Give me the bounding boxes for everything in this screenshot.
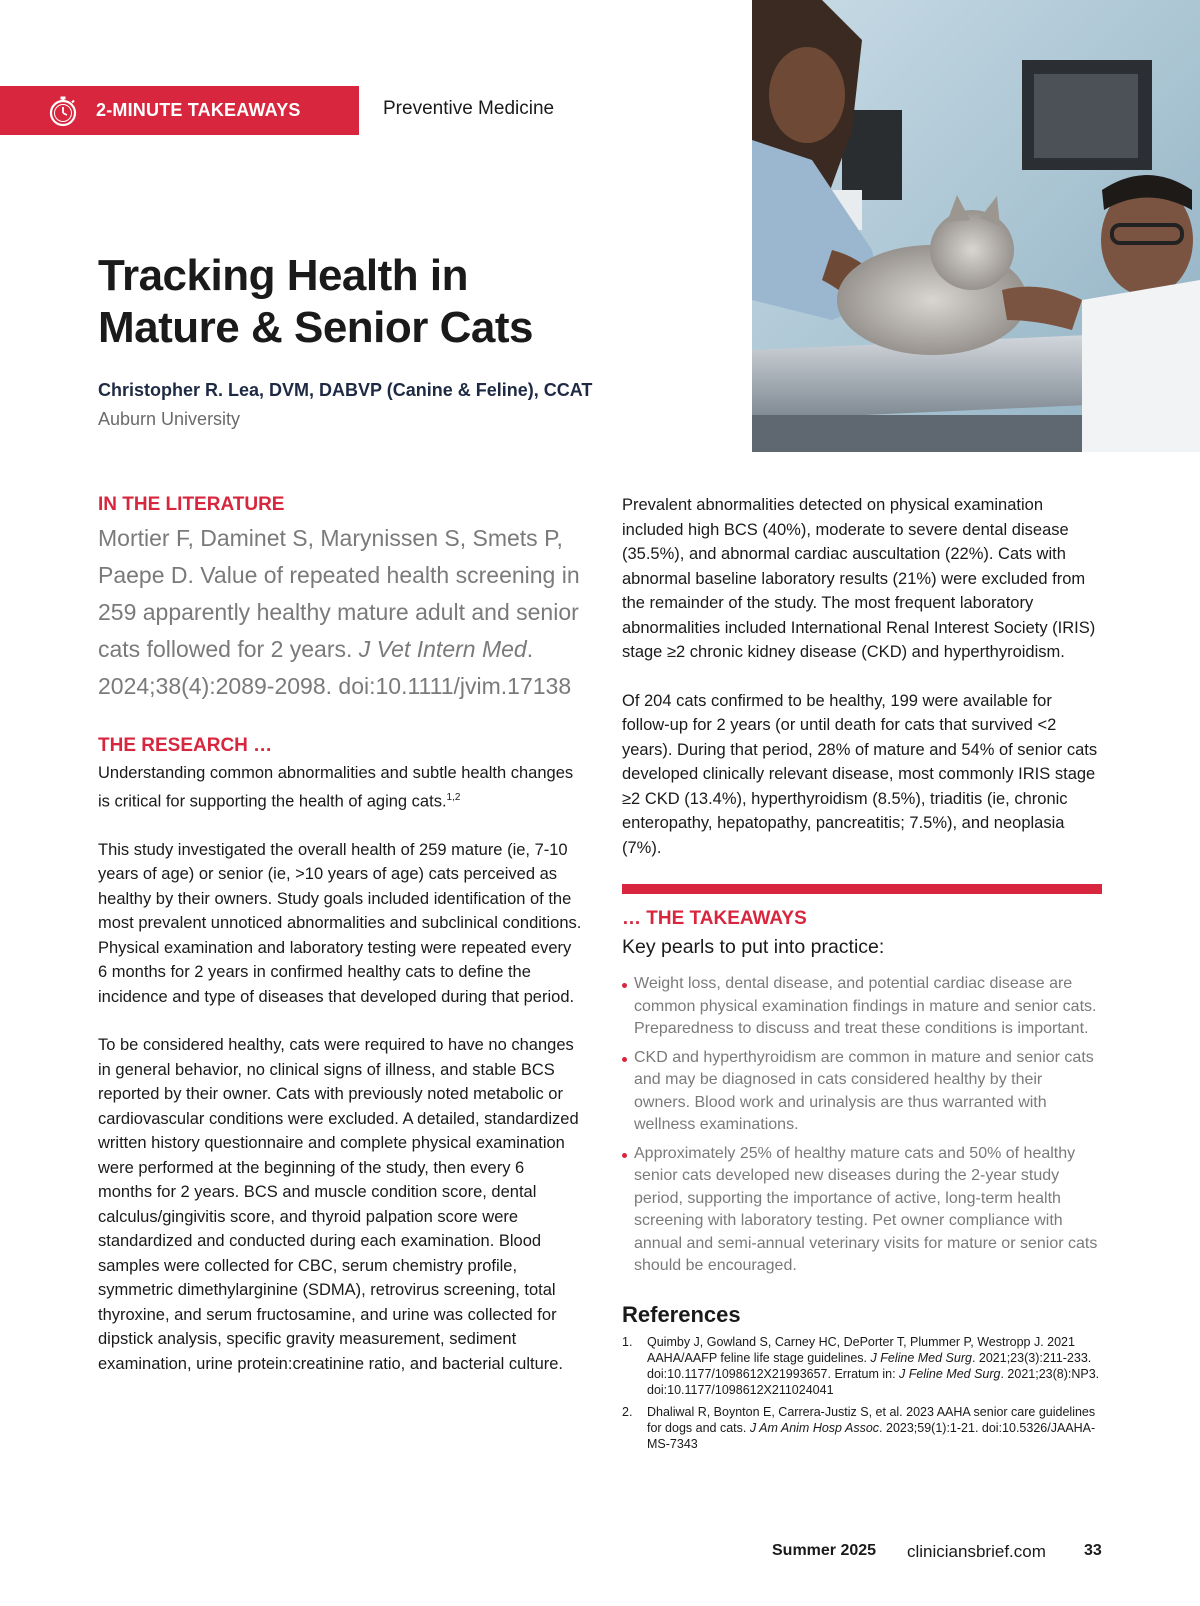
literature-heading: IN THE LITERATURE: [98, 494, 285, 515]
reference-journal: J Feline Med Surg: [899, 1366, 1001, 1381]
list-item: Approximately 25% of healthy mature cats and 50% of healthy senior cats developed new diseases during the 2-year study period, supporting the importance of active, long-term health screening with laboratory testing. Pet owner compliance with annual and semi-annual veterinary visits for mature or senior cats should be encouraged.: [622, 1143, 1102, 1278]
hero-photo: [752, 0, 1200, 452]
research-heading: THE RESEARCH …: [98, 735, 273, 756]
reference-text: . 2023;59(1):1-21. doi:10.5326/JAAHA-MS-7343: [647, 1420, 1096, 1451]
takeaways-banner: [0, 86, 359, 135]
reference-text: . 2021;23(8):NP3. doi:10.1177/1098612X211024041: [647, 1366, 1100, 1397]
research-paragraph-2: To be considered healthy, cats were required to have no changes in general behavior, no clinical signs of illness, and stable BCS reported by their owner. Cats with previously noted metabolic or cardiovascular conditions were excluded. A detailed, standardized written history questionnaire and complete physical examination were performed at the beginning of the study, then every 6 months for 2 years. BCS and muscle condition score, dental calculus/gingivitis score, and thyroid palpation score were standardized and conducted during each examination. Blood samples were collected for CBC, serum chemistry profile, symmetric dimethylarginine (SDMA), retrovirus screening, total thyroxine, and serum fructosamine, and urine was collected for dipstick analysis, specific gravity measurement, sediment examination, urine protein:creatinine ratio, and bacterial culture.: [98, 1036, 579, 1373]
takeaways-divider: [622, 884, 1102, 894]
research-paragraph-3: Prevalent abnormalities detected on physical examination included high BCS (40%), moderate to severe dental disease (35.5%), and abnormal cardiac auscultation (22%). Cats with abnormal baseline laboratory results (21%) were excluded from the remainder of the study. The most frequent laboratory abnormalities included International Renal Interest Society (IRIS) stage ≥2 chronic kidney disease (CKD) and hyperthyroidism.: [622, 496, 1096, 661]
page-number: 33: [1084, 1542, 1102, 1559]
references-list: [622, 1334, 1102, 1452]
reference-item: [622, 1404, 1102, 1452]
reference-number: 1.: [622, 1334, 633, 1349]
left-column: [98, 494, 582, 1376]
article-title-line1: Tracking Health in: [98, 251, 468, 300]
list-item: CKD and hyperthyroidism are common in mature and senior cats and may be diagnosed in cats considered healthy by their owners. Blood work and urinalysis are thus warranted with wellness examinations.: [622, 1047, 1102, 1137]
references-heading: References: [622, 1301, 741, 1327]
reference-text: . 2021;23(3):211-233. doi:10.1177/1098612X21993657. Erratum in:: [647, 1350, 1092, 1381]
author-name: Christopher R. Lea, DVM, DABVP (Canine & Feline), CCAT: [98, 380, 593, 400]
takeaways-list: [622, 973, 1102, 1278]
reference-text: Dhaliwal R, Boynton E, Carrera-Justiz S, et al. 2023 AAHA senior care guidelines for dogs and cats.: [647, 1404, 1096, 1435]
footer-issue: Summer 2025: [772, 1542, 877, 1559]
research-lead: [98, 761, 582, 814]
reference-journal: J Am Anim Hosp Assoc: [749, 1420, 880, 1435]
citation-journal: J Vet Intern Med: [358, 636, 527, 662]
author-affiliation: Auburn University: [98, 409, 241, 429]
reference-number: 2.: [622, 1404, 633, 1419]
article-title: [98, 250, 718, 354]
stopwatch-icon: [46, 94, 80, 128]
research-paragraph-4: Of 204 cats confirmed to be healthy, 199 were available for follow-up for 2 years (or until death for cats that survived <2 years). During that period, 28% of mature and 54% of senior cats developed clinically relevant disease, most commonly IRIS stage ≥2 CKD (13.4%), hyperthyroidism (8.5%), triaditis (ie, chronic enteropathy, hepatopathy, pancreatitis; 7.5%), and neoplasia (7%).: [622, 691, 1098, 857]
reference-journal: J Feline Med Surg: [870, 1350, 972, 1365]
right-column: [622, 493, 1102, 1458]
article-title-line2: Mature & Senior Cats: [98, 303, 533, 352]
citation-tail: . 2024;38(4):2089-2098. doi:10.1111/jvim.17138: [98, 636, 572, 699]
footer-site-link[interactable]: cliniciansbrief.com: [907, 1542, 1046, 1561]
section-label: Preventive Medicine: [383, 98, 555, 119]
takeaways-heading: … THE TAKEAWAYS: [622, 908, 807, 929]
research-paragraph-1: This study investigated the overall health of 259 mature (ie, 7-10 years of age) or senior (ie, >10 years of age) cats perceived as healthy by their owners. Study goals included identification of the most prevalent unnoticed abnormalities and subclinical conditions. Physical examination and laboratory testing were repeated every 6 months for 2 years in confirmed healthy cats to define the incidence and type of diseases that developed during that period.: [98, 840, 582, 1006]
banner-label: 2-MINUTE TAKEAWAYS: [96, 100, 301, 120]
citation-main: Mortier F, Daminet S, Marynissen S, Smets P, Paepe D. Value of repeated health screening in 259 apparently healthy mature adult and senior cats followed for 2 years.: [98, 525, 580, 662]
reference-item: [622, 1334, 1102, 1398]
research-lead-citation: 1,2: [446, 791, 461, 803]
reference-text: Quimby J, Gowland S, Carney HC, DePorter T, Plummer P, Westropp J. 2021 AAHA/AAFP feline life stage guidelines.: [647, 1334, 1075, 1365]
list-item: Weight loss, dental disease, and potential cardiac disease are common physical examination findings in mature and senior cats. Preparedness to discuss and treat these conditions is important.: [622, 973, 1102, 1041]
hero-photo-illustration: [752, 0, 1200, 452]
takeaways-subheading: Key pearls to put into practice:: [622, 936, 885, 958]
research-lead-text: Understanding common abnormalities and subtle health changes is critical for supporting the health of aging cats.: [98, 764, 574, 810]
literature-citation: [98, 520, 582, 705]
